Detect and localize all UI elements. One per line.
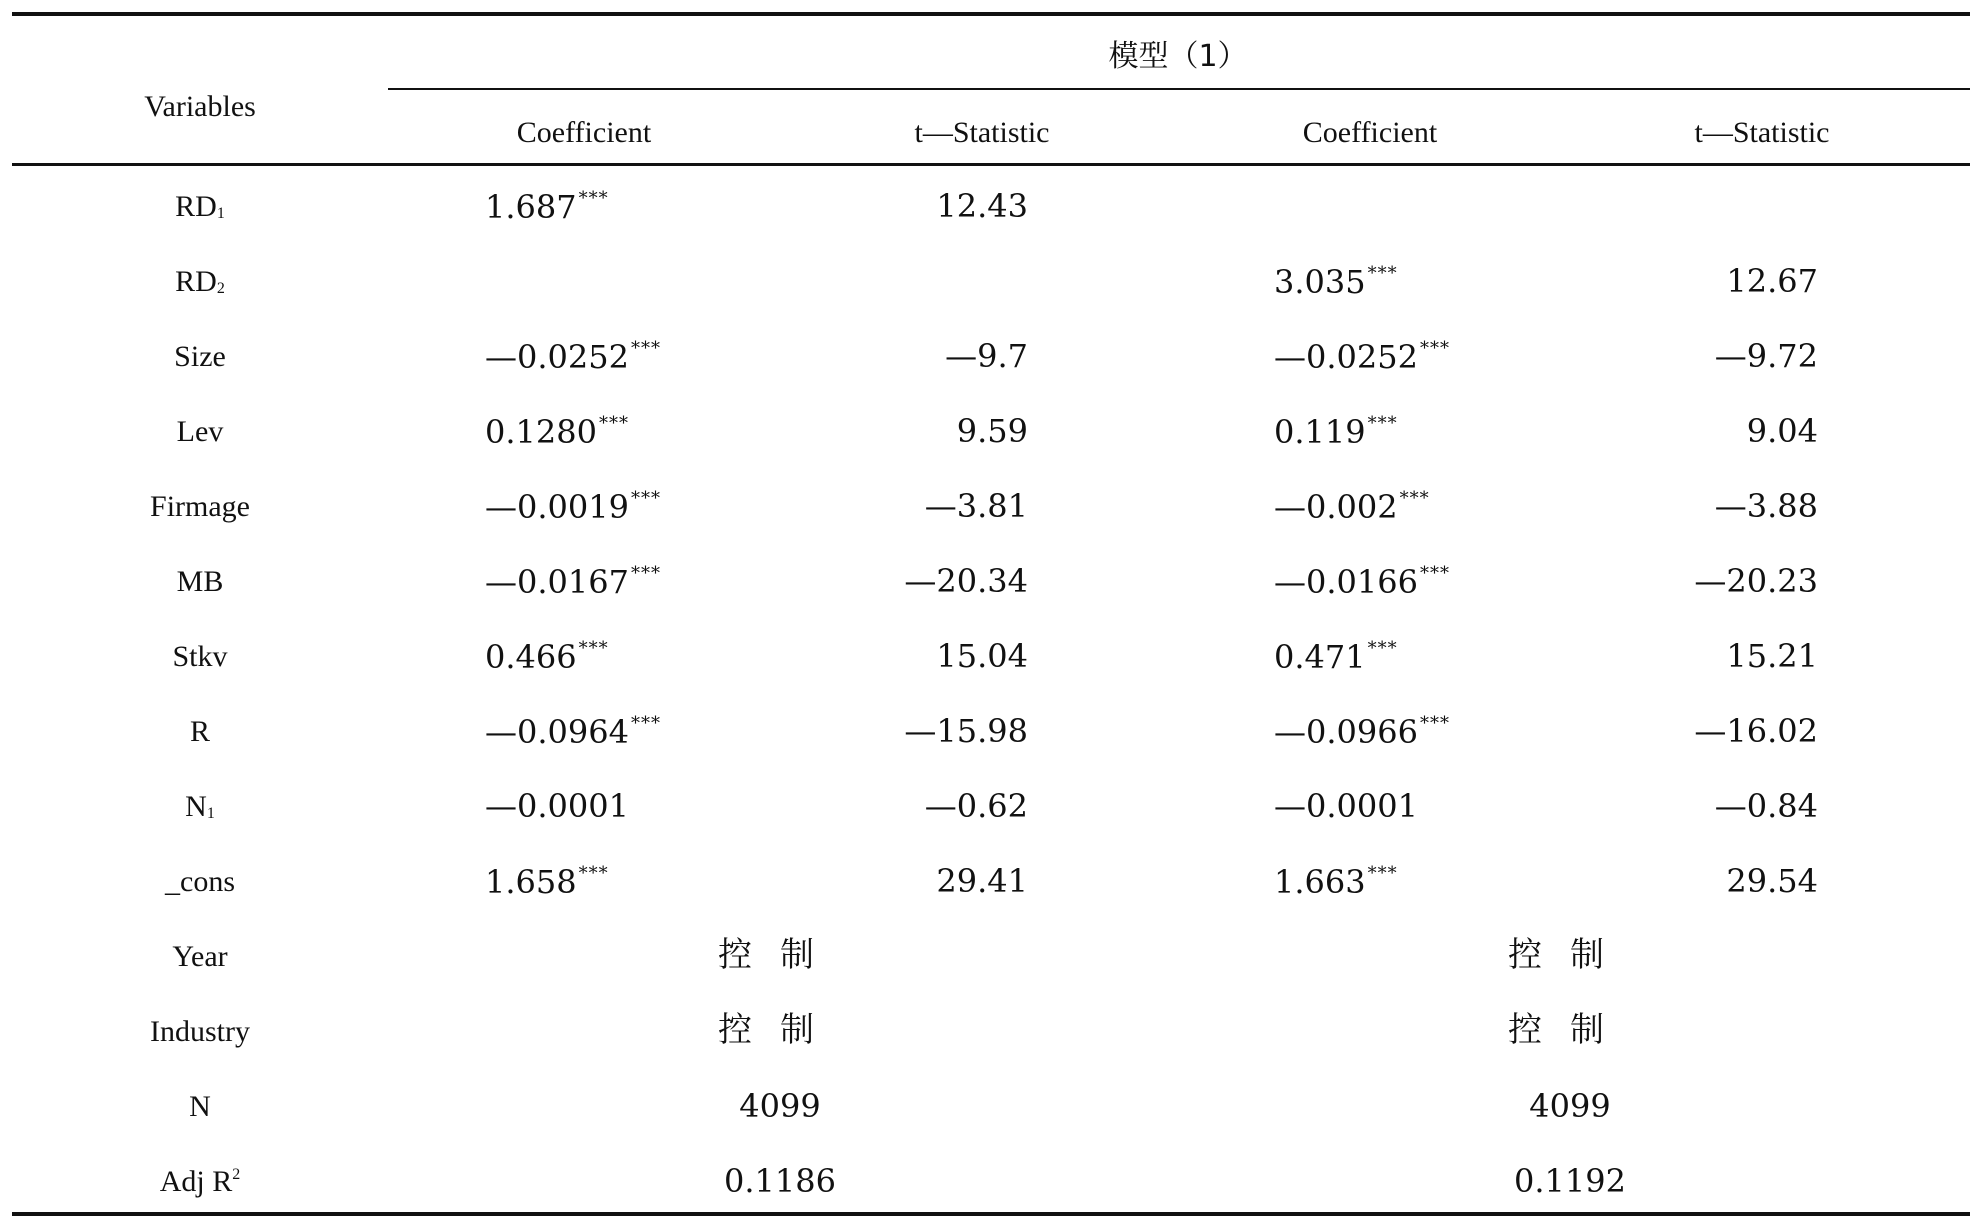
summary-value-model-2: 控制 — [1508, 1010, 1632, 1050]
t-statistic-model-1: —20.34 — [904, 562, 1028, 600]
t-statistic-model-2: —16.02 — [1694, 712, 1818, 750]
header-bottom-rule — [12, 163, 1970, 166]
coefficient-model-2 — [1274, 413, 1398, 451]
significance-stars: *** — [630, 713, 661, 734]
coefficient-value: —0.0252 — [485, 338, 629, 376]
significance-stars: *** — [578, 188, 609, 209]
header-coefficient-2: Coefficient — [1302, 116, 1438, 149]
model-header-rule — [388, 88, 1970, 90]
summary-value-model-1: 控制 — [718, 935, 842, 975]
summary-value-model-1: 4099 — [739, 1087, 821, 1125]
summary-variable — [150, 1017, 250, 1047]
coefficient-value: 1.663 — [1274, 863, 1366, 901]
significance-stars: *** — [1367, 863, 1398, 884]
summary-variable — [160, 1167, 241, 1197]
coefficient-value: —0.0966 — [1274, 713, 1418, 751]
significance-stars: *** — [1419, 563, 1450, 584]
t-statistic-model-1: —0.62 — [924, 787, 1028, 825]
t-statistic-model-2: 15.21 — [1726, 637, 1818, 675]
table-top-rule — [12, 12, 1970, 16]
summary-value-model-1: 控制 — [718, 1010, 842, 1050]
variable-name: Adj R — [159, 1165, 233, 1198]
t-statistic-model-2: 9.04 — [1746, 412, 1818, 450]
coefficient-value: —0.0001 — [1274, 787, 1418, 825]
t-statistic-model-2: —3.88 — [1714, 487, 1818, 525]
variable-name: Lev — [176, 415, 224, 448]
coefficient-model-1 — [485, 638, 609, 676]
t-statistic-model-2: —20.23 — [1694, 562, 1818, 600]
significance-stars: *** — [630, 338, 661, 359]
table-bottom-rule — [12, 1212, 1970, 1216]
significance-stars: *** — [630, 563, 661, 584]
t-statistic-model-1: —15.98 — [904, 712, 1028, 750]
coefficient-model-2 — [1274, 638, 1398, 676]
t-statistic-model-2: 12.67 — [1726, 262, 1818, 300]
header-variables: Variables — [144, 90, 256, 123]
coefficient-value: —0.0166 — [1274, 563, 1418, 601]
significance-stars: *** — [578, 638, 609, 659]
coefficient-value: —0.002 — [1274, 488, 1398, 526]
coefficient-model-1 — [485, 188, 609, 226]
coefficient-model-2 — [1274, 713, 1450, 751]
coefficient-value: —0.0964 — [485, 713, 629, 751]
variable-name: RD — [175, 190, 217, 223]
t-statistic-model-1: 12.43 — [936, 187, 1028, 225]
summary-variable — [172, 942, 227, 972]
coefficient-value: 1.658 — [485, 863, 577, 901]
significance-stars: *** — [1367, 263, 1398, 284]
variable-name: R — [189, 715, 211, 748]
variable-name: Year — [172, 940, 228, 973]
row-variable — [174, 342, 226, 372]
row-variable — [165, 867, 235, 897]
significance-stars: *** — [1419, 713, 1450, 734]
coefficient-value: —0.0019 — [485, 488, 629, 526]
header-coefficient-1: Coefficient — [516, 116, 652, 149]
coefficient-value: —0.0167 — [485, 563, 629, 601]
t-statistic-model-2: 29.54 — [1726, 862, 1818, 900]
coefficient-model-1 — [485, 863, 609, 901]
coefficient-model-2 — [1274, 488, 1430, 526]
variable-subscript: 1 — [206, 805, 215, 822]
variable-superscript: 2 — [232, 1166, 241, 1183]
coefficient-value: 1.687 — [485, 188, 577, 226]
significance-stars: *** — [630, 488, 661, 509]
coefficient-value: 0.1280 — [485, 413, 597, 451]
t-statistic-model-1: 15.04 — [936, 637, 1028, 675]
coefficient-value: 0.466 — [485, 638, 577, 676]
coefficient-model-2 — [1274, 263, 1398, 301]
t-statistic-model-2: —0.84 — [1714, 787, 1818, 825]
significance-stars: *** — [578, 863, 609, 884]
row-variable — [177, 567, 224, 597]
t-statistic-model-1: 29.41 — [936, 862, 1028, 900]
coefficient-model-2 — [1274, 787, 1418, 825]
variable-subscript: 2 — [216, 280, 225, 297]
summary-variable — [189, 1092, 211, 1122]
summary-value-model-2: 控制 — [1508, 935, 1632, 975]
coefficient-model-1 — [485, 488, 661, 526]
significance-stars: *** — [1399, 488, 1430, 509]
variable-name: _cons — [165, 865, 235, 898]
header-t-statistic-2: t—Statistic — [1694, 116, 1830, 149]
row-variable — [172, 642, 227, 672]
coefficient-model-1 — [485, 787, 629, 825]
coefficient-model-2 — [1274, 563, 1450, 601]
significance-stars: *** — [1367, 638, 1398, 659]
variable-name: RD — [175, 265, 217, 298]
variable-name: Firmage — [150, 490, 250, 523]
t-statistic-model-1: 9.59 — [956, 412, 1028, 450]
variable-subscript: 1 — [216, 205, 225, 222]
coefficient-model-1 — [485, 338, 661, 376]
variable-name: Stkv — [172, 640, 228, 673]
variable-name: N — [185, 790, 207, 823]
header-model: 模型（1） — [1108, 39, 1248, 74]
coefficient-model-1 — [485, 713, 661, 751]
coefficient-value: —0.0001 — [485, 787, 629, 825]
summary-value-model-2: 0.1192 — [1514, 1162, 1626, 1200]
coefficient-model-2 — [1274, 338, 1450, 376]
coefficient-value: —0.0252 — [1274, 338, 1418, 376]
row-variable — [190, 717, 210, 747]
significance-stars: *** — [598, 413, 629, 434]
variable-name: Size — [174, 340, 226, 373]
coefficient-value: 0.471 — [1274, 638, 1366, 676]
variable-name: MB — [176, 565, 224, 598]
variable-name: Industry — [150, 1015, 250, 1048]
coefficient-value: 0.119 — [1274, 413, 1366, 451]
row-variable — [175, 192, 225, 222]
coefficient-model-1 — [485, 563, 661, 601]
row-variable — [177, 417, 224, 447]
coefficient-model-1 — [485, 413, 629, 451]
header-t-statistic-1: t—Statistic — [914, 116, 1050, 149]
row-variable — [175, 267, 225, 297]
row-variable — [185, 792, 215, 822]
variable-name: N — [189, 1090, 211, 1123]
regression-table — [12, 12, 1970, 1220]
summary-value-model-2: 4099 — [1529, 1087, 1611, 1125]
t-statistic-model-1: —3.81 — [924, 487, 1028, 525]
coefficient-model-2 — [1274, 863, 1398, 901]
significance-stars: *** — [1419, 338, 1450, 359]
significance-stars: *** — [1367, 413, 1398, 434]
t-statistic-model-2: —9.72 — [1714, 337, 1818, 375]
summary-value-model-1: 0.1186 — [724, 1162, 836, 1200]
coefficient-value: 3.035 — [1274, 263, 1366, 301]
t-statistic-model-1: —9.7 — [945, 337, 1028, 375]
row-variable — [150, 492, 250, 522]
